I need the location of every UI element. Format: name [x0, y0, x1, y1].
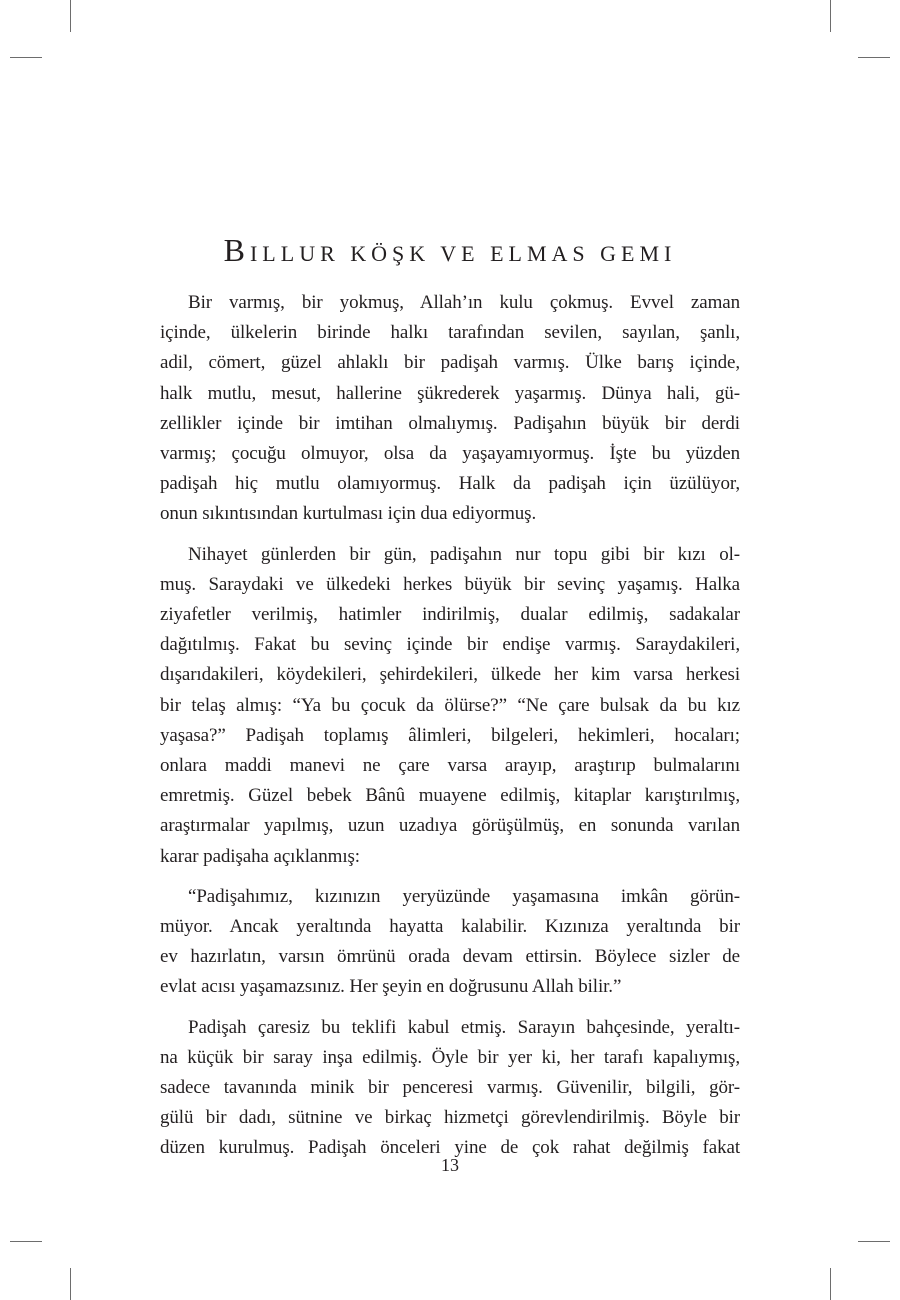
paragraph-line: zellikler içinde bir imtihan olmalıymış. Padişahın büyük bir derdi [160, 412, 740, 434]
paragraph-line: ziyafetler verilmiş, hatimler indirilmiş, dualar edilmiş, sadakalar [160, 604, 740, 626]
paragraph-4 [160, 1013, 740, 1164]
paragraph-line: içinde, ülkelerin birinde halkı tarafından sevilen, sayılan, şanlı, [160, 322, 740, 344]
paragraph-line: onlara maddi manevi ne çare varsa arayıp, araştırıp bulmalarını [160, 755, 740, 777]
paragraph-line: emretmiş. Güzel bebek Bânû muayene edilmiş, kitaplar karıştırılmış, [160, 785, 740, 807]
paragraph-3 [160, 882, 740, 1003]
page-text-block [160, 232, 740, 1174]
paragraph-line: evlat acısı yaşamazsınız. Her şeyin en doğrusunu Allah bilir.” [160, 976, 622, 998]
paragraph-1 [160, 288, 740, 530]
paragraph-line: müyor. Ancak yeraltında hayatta kalabilir. Kızınıza yeraltında bir [160, 916, 740, 938]
paragraph-line: padişah hiç mutlu olamıyormuş. Halk da padişah için üzülüyor, [160, 473, 740, 495]
paragraph-line: Bir varmış, bir yokmuş, Allah’ın kulu çokmuş. Evvel zaman [188, 292, 740, 313]
paragraph-line: gülü bir dadı, sütnine ve birkaç hizmetçi görevlendirilmiş. Böyle bir [160, 1107, 740, 1129]
paragraph-line: “Padişahımız, kızınızın yeryüzünde yaşamasına imkân görün- [188, 885, 740, 907]
crop-mark-bottom-left [70, 1268, 71, 1300]
paragraph-line: adil, cömert, güzel ahlaklı bir padişah varmış. Ülke barış içinde, [160, 352, 740, 374]
paragraph-line: dağıtılmış. Fakat bu sevinç içinde bir endişe varmış. Saraydakileri, [160, 634, 740, 656]
paragraph-line: varmış; çocuğu olmuyor, olsa da yaşayamıyormuş. İşte bu yüzden [160, 443, 740, 465]
crop-mark-bottom-left-horizontal [10, 1241, 42, 1242]
crop-mark-top-right [830, 0, 831, 32]
chapter-title: BILLUR KÖŞK VE ELMAS GEMI [223, 232, 677, 268]
paragraph-line: yaşasa?” Padişah toplamış âlimleri, bilgeleri, hekimleri, hocaları; [160, 724, 740, 746]
crop-mark-bottom-right-horizontal [858, 1241, 890, 1242]
page-number: 13 [441, 1155, 459, 1175]
crop-mark-bottom-right [830, 1268, 831, 1300]
paragraph-line: ev hazırlatın, varsın ömrünü orada devam ettirsin. Böylece sizler de [160, 946, 740, 968]
crop-mark-top-left-horizontal [10, 57, 42, 58]
paragraph-line: dışarıdakileri, köydekileri, şehirdekileri, ülkede her kim varsa herkesi [160, 664, 740, 686]
crop-mark-top-right-horizontal [858, 57, 890, 58]
paragraph-line: onun sıkıntısından kurtulması için dua ediyormuş. [160, 503, 537, 525]
paragraph-line: bir telaş almış: “Ya bu çocuk da ölürse?” “Ne çare bulsak da bu kız [160, 694, 740, 716]
paragraph-line: Padişah çaresiz bu teklifi kabul etmiş. Sarayın bahçesinde, yeraltı- [188, 1016, 740, 1038]
paragraph-line: Nihayet günlerden bir gün, padişahın nur topu gibi bir kızı ol- [188, 543, 740, 565]
paragraph-line: na küçük bir saray inşa edilmiş. Öyle bir yer ki, her tarafı kapalıymış, [160, 1046, 740, 1068]
paragraph-line: karar padişaha açıklanmış: [160, 845, 360, 867]
paragraph-line: sadece tavanında minik bir penceresi varmış. Güvenilir, bilgili, gör- [160, 1077, 740, 1099]
paragraph-line: düzen kurulmuş. Padişah önceleri yine de çok rahat değilmiş fakat [160, 1137, 740, 1159]
crop-mark-top-left [70, 0, 71, 32]
paragraph-line: halk mutlu, mesut, hallerine şükrederek yaşarmış. Dünya hali, gü- [160, 382, 740, 404]
paragraph-line: muş. Saraydaki ve ülkedeki herkes büyük bir sevinç yaşamış. Halka [160, 573, 740, 595]
paragraph-2 [160, 540, 740, 872]
paragraph-line: araştırmalar yapılmış, uzun uzadıya görüşülmüş, en sonunda varılan [160, 815, 740, 837]
